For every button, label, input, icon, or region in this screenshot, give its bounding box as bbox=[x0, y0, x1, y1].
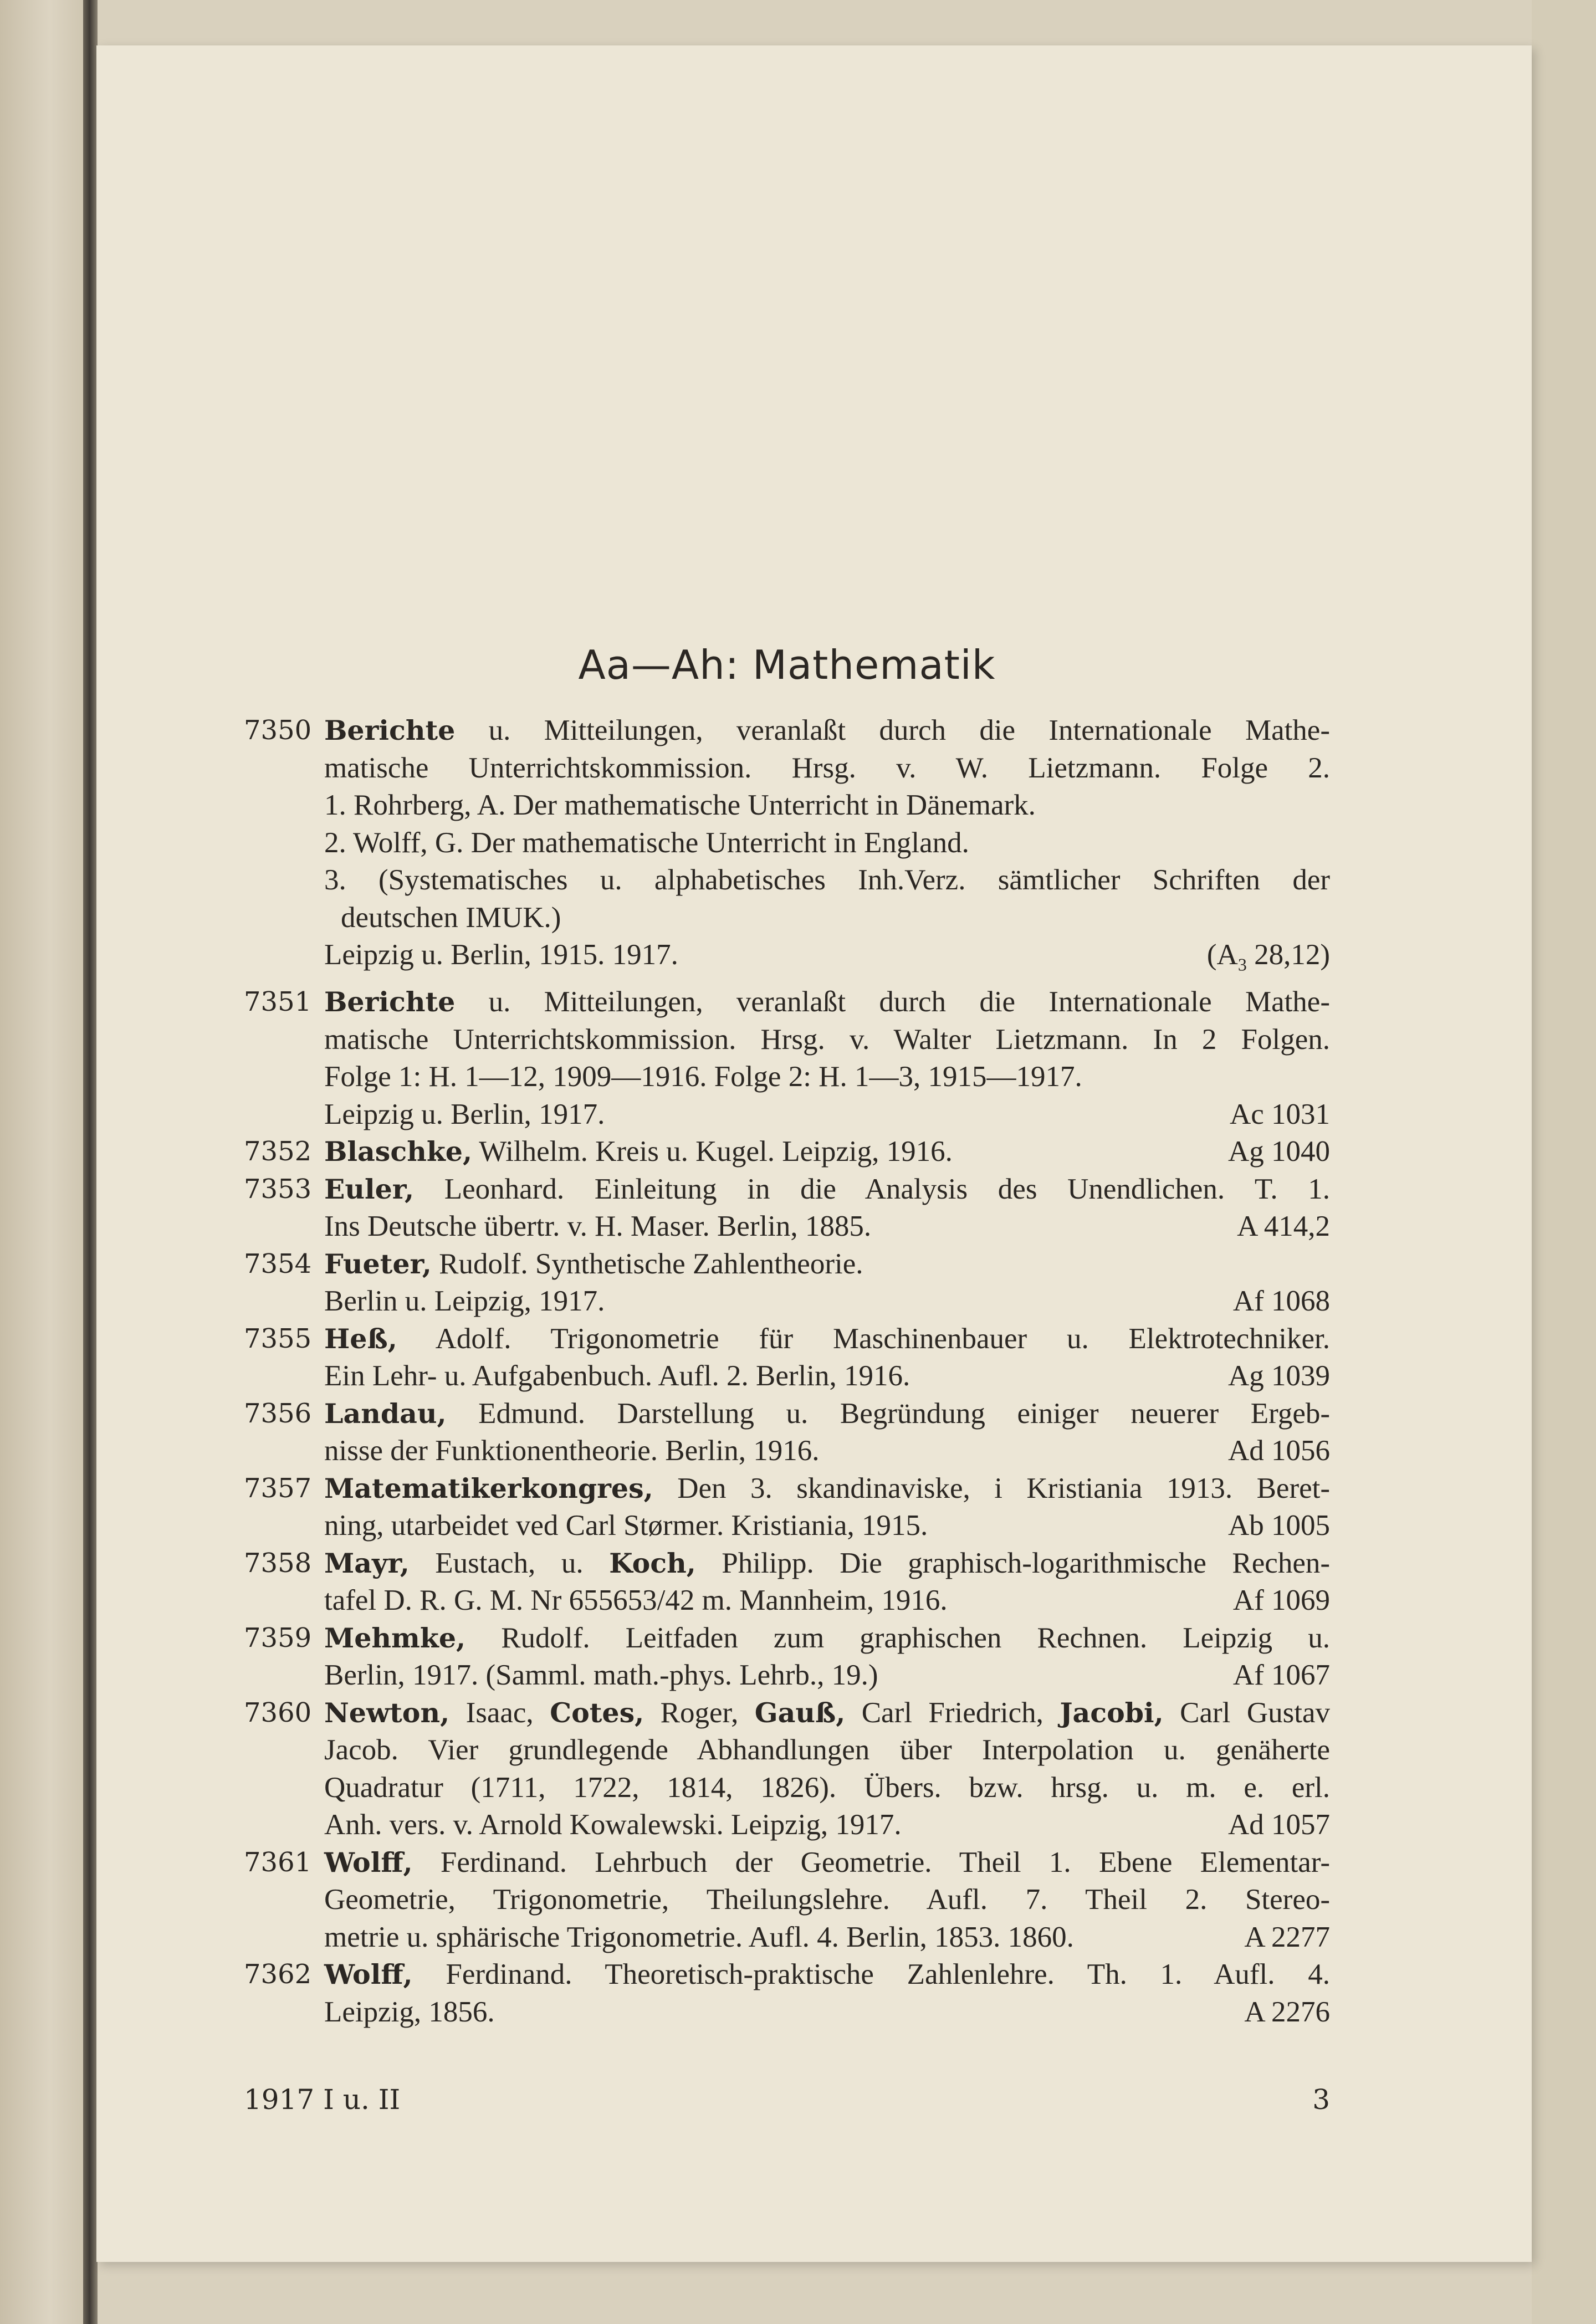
background-right bbox=[1532, 0, 1596, 2324]
entry-line: Jacob. Vier grundlegende Abhandlungen über Interpolation u. genäherte bbox=[324, 1734, 1330, 1767]
entry-line: Wolff, Ferdinand. Lehrbuch der Geometrie. Theil 1. Ebene Elementar- bbox=[324, 1846, 1330, 1878]
entry-number: 7355 bbox=[244, 1323, 312, 1354]
entry-line: matische Unterrichtskommission. Hrsg. v. W. Lietzmann. Folge 2. bbox=[324, 751, 1330, 784]
entry-number: 7354 bbox=[244, 1248, 312, 1279]
entry-line: Berlin, 1917. (Samml. math.-phys. Lehrb., 19.) Af 1067 bbox=[324, 1657, 1330, 1695]
entry-line: matische Unterrichtskommission. Hrsg. v. Walter Lietzmann. In 2 Folgen. bbox=[324, 1023, 1330, 1056]
entry-number: 7362 bbox=[244, 1959, 312, 1990]
entry-line: Folge 1: H. 1—12, 1909—1916. Folge 2: H. 1—3, 1915—1917. bbox=[324, 1061, 1082, 1093]
entry-number: 7361 bbox=[244, 1846, 312, 1878]
entry-number: 7359 bbox=[244, 1622, 312, 1654]
entry-line: Fueter, Rudolf. Synthetische Zahlentheorie. bbox=[324, 1247, 863, 1280]
list-item bbox=[244, 1545, 1330, 1620]
call-number: Af 1067 bbox=[1232, 1659, 1330, 1692]
call-number: Ac 1031 bbox=[1229, 1098, 1330, 1130]
list-item bbox=[244, 1620, 1330, 1695]
entry-number: 7352 bbox=[244, 1136, 312, 1168]
entry-line: Ein Lehr- u. Aufgabenbuch. Aufl. 2. Berlin, 1916. Ag 1039 bbox=[324, 1358, 1330, 1395]
list-item bbox=[244, 712, 1330, 984]
entry-line: ning, utarbeidet ved Carl Størmer. Kristiania, 1915. Ab 1005 bbox=[324, 1507, 1330, 1545]
entry-line: tafel D. R. G. M. Nr 655653/42 m. Mannheim, 1916. Af 1069 bbox=[324, 1582, 1330, 1620]
entry-number: 7357 bbox=[244, 1472, 312, 1504]
entry-line: Wolff, Ferdinand. Theoretisch-praktische Zahlenlehre. Th. 1. Aufl. 4. bbox=[324, 1958, 1330, 1991]
entry-line: Berlin u. Leipzig, 1917. Af 1068 bbox=[324, 1283, 1330, 1320]
entry-line: Mehmke, Rudolf. Leitfaden zum graphischen Rechnen. Leipzig u. bbox=[324, 1621, 1330, 1654]
call-number: Ag 1040 bbox=[1227, 1135, 1330, 1168]
list-item bbox=[244, 1470, 1330, 1545]
book-gutter bbox=[83, 0, 98, 2324]
entry-line: Landau, Edmund. Darstellung u. Begründung einiger neuerer Ergeb- bbox=[324, 1397, 1330, 1430]
entry-line: 1. Rohrberg, A. Der mathematische Unterricht in Dänemark. bbox=[324, 789, 1036, 821]
entry-line: 2. Wolff, G. Der mathematische Unterricht in England. bbox=[324, 826, 969, 859]
entry-line: metrie u. sphärische Trigonometrie. Aufl. 4. Berlin, 1853. 1860. A 2277 bbox=[324, 1919, 1330, 1957]
list-item bbox=[244, 1320, 1330, 1395]
entry-number: 7356 bbox=[244, 1398, 312, 1429]
call-number: A 2277 bbox=[1244, 1921, 1330, 1953]
call-number: Ag 1039 bbox=[1227, 1360, 1330, 1393]
entry-number: 7353 bbox=[244, 1173, 312, 1205]
page-footer bbox=[244, 2084, 1330, 2116]
call-number: Af 1068 bbox=[1232, 1285, 1330, 1318]
entry-line: Newton, Isaac, Cotes, Roger, Gauß, Carl Friedrich, Jacobi, Carl Gustav bbox=[324, 1696, 1330, 1729]
call-number: Ad 1056 bbox=[1227, 1435, 1330, 1467]
entry-line: Heß, Adolf. Trigonometrie für Maschinenbauer u. Elektrotechniker. bbox=[324, 1322, 1330, 1355]
entry-number: 7350 bbox=[244, 715, 312, 746]
entry-line: Leipzig u. Berlin, 1915. 1917. ($A_3$ 28,12) bbox=[324, 936, 1330, 984]
list-item bbox=[244, 1171, 1330, 1246]
call-number: Af 1069 bbox=[1232, 1584, 1330, 1617]
left-page-edge bbox=[0, 0, 83, 2324]
entry-number: 7360 bbox=[244, 1697, 312, 1728]
page-number: 3 bbox=[1312, 2084, 1330, 2116]
call-number: ($A_3$ 28,12) bbox=[1206, 939, 1330, 975]
list-item bbox=[244, 1246, 1330, 1320]
page-title: Aa—Ah: Mathematik bbox=[578, 642, 996, 688]
entry-line: deutschen IMUK.) bbox=[341, 901, 561, 934]
call-number: A 414,2 bbox=[1237, 1210, 1330, 1243]
entry-line: Euler, Leonhard. Einleitung in die Analysis des Unendlichen. T. 1. bbox=[324, 1173, 1330, 1205]
entry-line: Geometrie, Trigonometrie, Theilungslehre. Aufl. 7. Theil 2. Stereo- bbox=[324, 1883, 1330, 1916]
entry-line: Ins Deutsche übertr. v. H. Maser. Berlin, 1885. A 414,2 bbox=[324, 1208, 1330, 1246]
entry-line: Matematikerkongres, Den 3. skandinaviske, i Kristiania 1913. Beret- bbox=[324, 1472, 1330, 1504]
call-number: A 2276 bbox=[1244, 1995, 1330, 2028]
footer-volume: 1917 I u. II bbox=[244, 2084, 401, 2116]
entry-number: 7358 bbox=[244, 1547, 312, 1579]
list-item bbox=[244, 984, 1330, 1133]
entry-line: Leipzig u. Berlin, 1917. Ac 1031 bbox=[324, 1096, 1330, 1134]
entry-line: Anh. vers. v. Arnold Kowalewski. Leipzig, 1917. Ad 1057 bbox=[324, 1806, 1330, 1844]
entry-line: Quadratur (1711, 1722, 1814, 1826). Übers. bzw. hrsg. u. m. e. erl. bbox=[324, 1771, 1330, 1804]
entry-line: nisse der Funktionentheorie. Berlin, 1916. Ad 1056 bbox=[324, 1432, 1330, 1470]
list-item bbox=[244, 1956, 1330, 2031]
list-item bbox=[244, 1844, 1330, 1957]
entry-number: 7351 bbox=[244, 986, 312, 1018]
page-content bbox=[244, 640, 1330, 2031]
entry-line: Leipzig, 1856. A 2276 bbox=[324, 1994, 1330, 2031]
list-item bbox=[244, 1395, 1330, 1470]
list-item bbox=[244, 1695, 1330, 1844]
list-item bbox=[244, 1133, 1330, 1171]
call-number: Ad 1057 bbox=[1227, 1809, 1330, 1841]
entry-line: Mayr, Eustach, u. Koch, Philipp. Die graphisch-logarithmische Rechen- bbox=[324, 1547, 1330, 1579]
entry-line: Berichte u. Mitteilungen, veranlaßt durch die Internationale Mathe- bbox=[324, 986, 1330, 1018]
entry-line: Berichte u. Mitteilungen, veranlaßt durch die Internationale Mathe- bbox=[324, 714, 1330, 746]
entry-line: 3. (Systematisches u. alphabetisches Inh.Verz. sämtlicher Schriften der bbox=[324, 864, 1330, 896]
entry-line: Blaschke, Wilhelm. Kreis u. Kugel. Leipzig, 1916. Ag 1040 bbox=[324, 1133, 1330, 1171]
call-number: Ab 1005 bbox=[1227, 1509, 1330, 1542]
